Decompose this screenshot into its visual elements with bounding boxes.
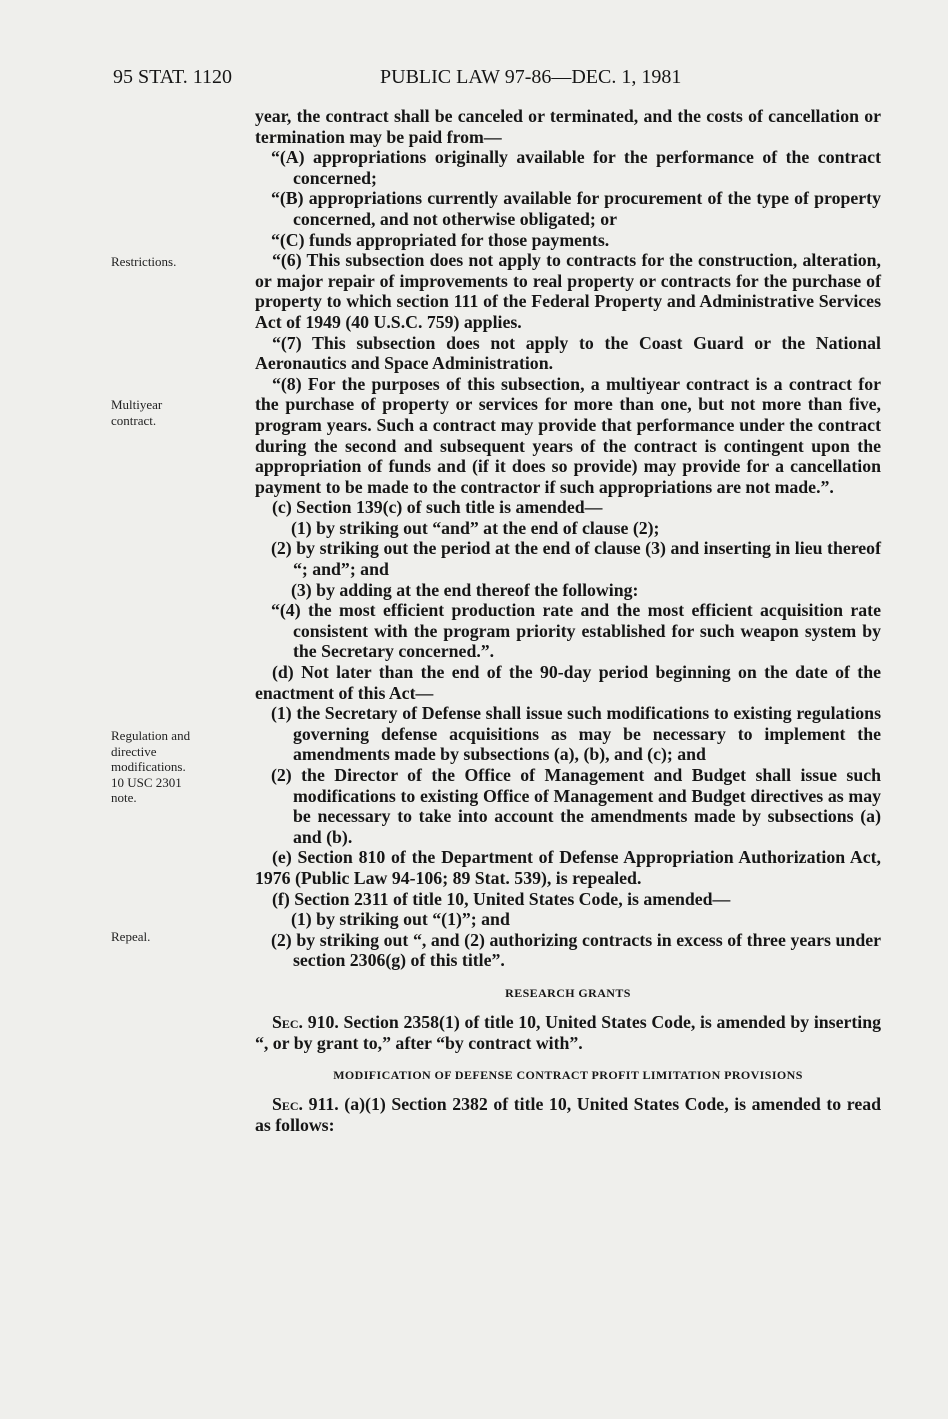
section-label: Sec.	[272, 1094, 304, 1115]
margin-note-multiyear-contract: Multiyear contract.	[111, 397, 163, 428]
paragraph: “(C) funds appropriated for those payments.	[271, 229, 610, 250]
margin-note-restrictions: Restrictions.	[111, 254, 177, 269]
paragraph: (1) the Secretary of Defense shall issue such modifications to existing regulations governing defense acquisitions as may be necessary to implement the amendments made by subsections (a), (b), and (c); and	[271, 703, 881, 765]
section-label: Sec.	[272, 1011, 304, 1032]
paragraph: “(6) This subsection does not apply to contracts for the construction, alteration, or major repair of improvements to real property or contracts for the purchase of property to which section 111 of the Federal Property and Administrative Services Act of 1949 (40 U.S.C. 759) applies.	[255, 250, 881, 332]
law-title-header: PUBLIC LAW 97-86—DEC. 1, 1981	[380, 66, 682, 88]
paragraph: (3) by adding at the end thereof the following:	[291, 579, 639, 600]
paragraph: (1) by striking out “and” at the end of clause (2);	[291, 517, 660, 538]
paragraph: “(B) appropriations currently available for procurement of the type of property concerned, and not otherwise obligated; or	[271, 188, 881, 229]
paragraph: year, the contract shall be canceled or terminated, and the costs of cancellation or termination may be paid from—	[255, 106, 881, 147]
paragraph: (2) the Director of the Office of Management and Budget shall issue such modifications to existing Office of Management and Budget directives as may be necessary to take into account the amendments made by subsections (a) and (b).	[271, 765, 881, 847]
paragraph: (f) Section 2311 of title 10, United States Code, is amended—	[272, 888, 731, 909]
paragraph: “(7) This subsection does not apply to the Coast Guard or the National Aeronautics and Space Administration.	[255, 332, 881, 374]
section-text: 910. Section 2358(1) of title 10, United States Code, is amended by inserting “, or by grant to,” after “by contract with”.	[255, 1011, 881, 1053]
paragraph: (e) Section 810 of the Department of Defense Appropriation Authorization Act, 1976 (Public Law 94-106; 89 Stat. 539), is repealed.	[255, 847, 881, 888]
paragraph: (d) Not later than the end of the 90-day period beginning on the date of the enactment of this Act—	[255, 662, 881, 703]
paragraph: (2) by striking out the period at the end of clause (3) and inserting in lieu thereof “; and”; and	[271, 538, 881, 580]
page-citation: 95 STAT. 1120	[113, 66, 232, 88]
section-911	[255, 1094, 881, 1135]
paragraph: “(4) the most efficient production rate and the most efficient acquisition rate consistent with the program priority established for such weapon system by the Secretary concerned.”.	[271, 600, 881, 662]
paragraph: (c) Section 139(c) of such title is amended—	[272, 497, 603, 518]
section-910	[255, 1012, 881, 1053]
body-text	[255, 106, 881, 1135]
section-heading-profit-limitation: MODIFICATION OF DEFENSE CONTRACT PROFIT LIMITATION PROVISIONS	[333, 1068, 803, 1083]
margin-note-regulation-modifications: Regulation and directive modifications. 10 USC 2301 note.	[111, 728, 191, 805]
paragraph: “(A) appropriations originally available for the performance of the contract concerned;	[271, 147, 881, 188]
section-text: 911. (a)(1) Section 2382 of title 10, United States Code, is amended to read as follows:	[255, 1094, 881, 1135]
paragraph: (2) by striking out “, and (2) authorizing contracts in excess of three years under section 2306(g) of this title”.	[271, 929, 881, 971]
paragraph: “(8) For the purposes of this subsection, a multiyear contract is a contract for the purchase of property or services for more than one, but not more than five, program years. Such a contract may provide that performance under the contract during the second and subsequent years of the contract is contingent upon the appropriation of funds and (if it does so provide) may provide for a cancellation payment to be made to the contractor if such appropriations are not made.”.	[255, 373, 881, 497]
margin-note-repeal: Repeal.	[111, 929, 151, 944]
section-heading-research-grants: RESEARCH GRANTS	[505, 985, 631, 1000]
paragraph: (1) by striking out “(1)”; and	[291, 909, 510, 930]
